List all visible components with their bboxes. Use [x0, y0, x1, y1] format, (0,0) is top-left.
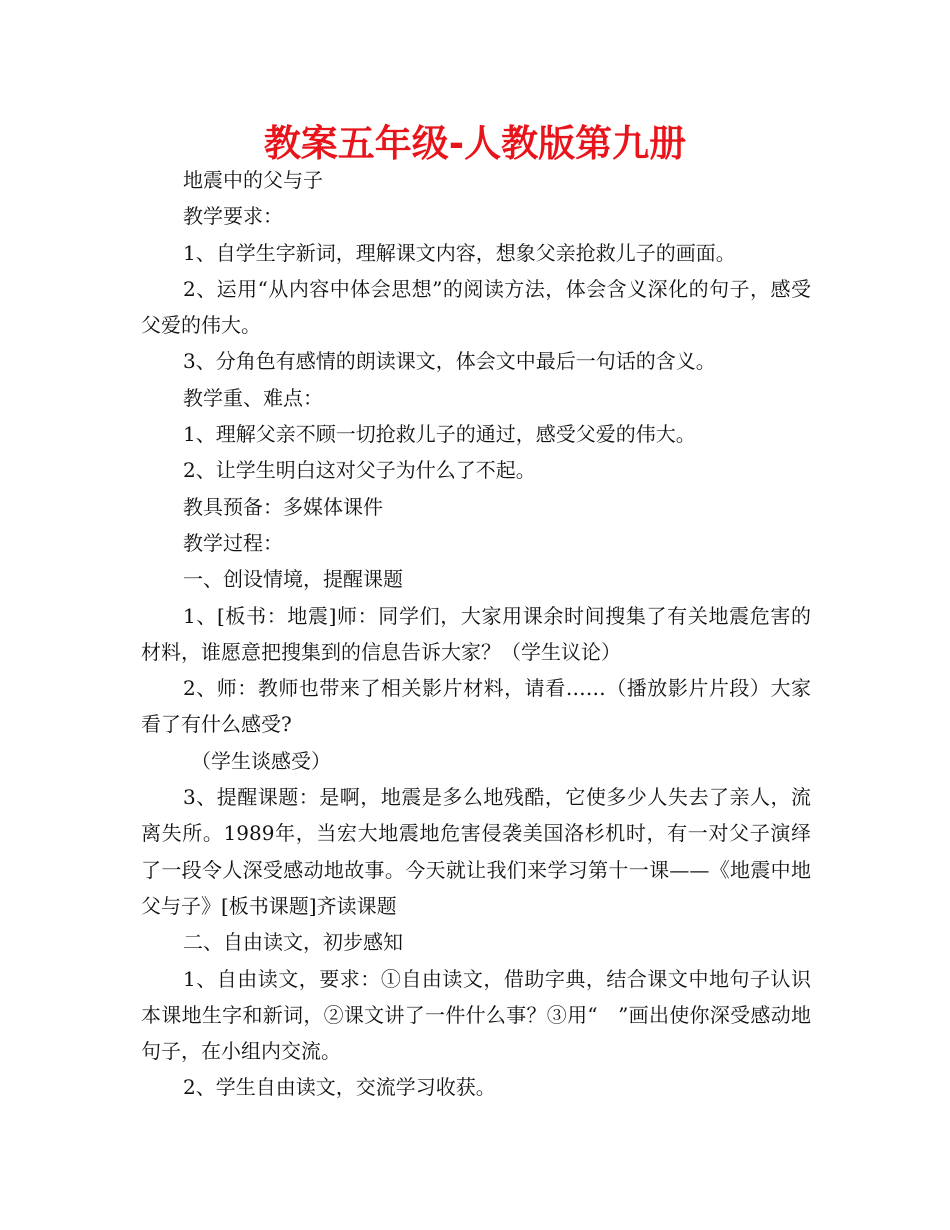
- process-item: 3、提醒课题：是啊，地震是多么地残酷，它使多少人失去了亲人，流离失所。1989年，当宏大地震地危害侵袭美国洛杉机时，有一对父子演绎了一段令人深受感动地故事。今天就让我们来学习第十一课——《地震中地父与子》[板书课题]齐读课题: [141, 785, 811, 918]
- teaching-aids: 教具预备：多媒体课件: [183, 494, 383, 519]
- process-step-heading: 二、自由读文，初步感知: [183, 930, 403, 955]
- section-heading-key-points: 教学重、难点：: [183, 385, 323, 410]
- process-step-heading: 一、创设情境，提醒课题: [183, 567, 403, 592]
- requirement-item: 2、运用“从内容中体会思想”的阅读方法，体会含义深化的句子，感受父爱的伟大。: [141, 276, 811, 338]
- lesson-title: 地震中的父与子: [183, 168, 323, 192]
- key-point-item: 2、让学生明白这对父子为什么了不起。: [183, 458, 536, 483]
- process-item: 2、学生自由读文，交流学习收获。: [183, 1075, 496, 1100]
- process-item: 2、师：教师也带来了相关影片材料，请看……（播放影片片段）大家看了有什么感受?: [141, 676, 811, 737]
- section-heading-requirements: 教学要求：: [183, 204, 283, 229]
- document-title: 教案五年级-人教版第九册: [263, 122, 687, 165]
- requirement-item: 1、自学生字新词，理解课文内容，想象父亲抢救儿子的画面。: [183, 240, 736, 265]
- process-item: 1、[板书：地震]师：同学们，大家用课余时间搜集了有关地震危害的材料，谁愿意把搜集到的信息告诉大家？（学生议论）: [141, 603, 811, 664]
- key-point-item: 1、理解父亲不顾一切抢救儿子的通过，感受父爱的伟大。: [183, 422, 696, 447]
- section-heading-process: 教学过程：: [183, 530, 283, 555]
- process-note: （学生谈感受）: [191, 748, 331, 773]
- process-item: 1、自由读文，要求：①自由读文，借助字典，结合课文中地句子认识本课地生字和新词，②课文讲了一件什么事？③用“ ”画出使你深受感动地句子，在小组内交流。: [141, 966, 811, 1064]
- requirement-item: 3、分角色有感情的朗读课文，体会文中最后一句话的含义。: [183, 349, 716, 374]
- document-body: [141, 162, 811, 1106]
